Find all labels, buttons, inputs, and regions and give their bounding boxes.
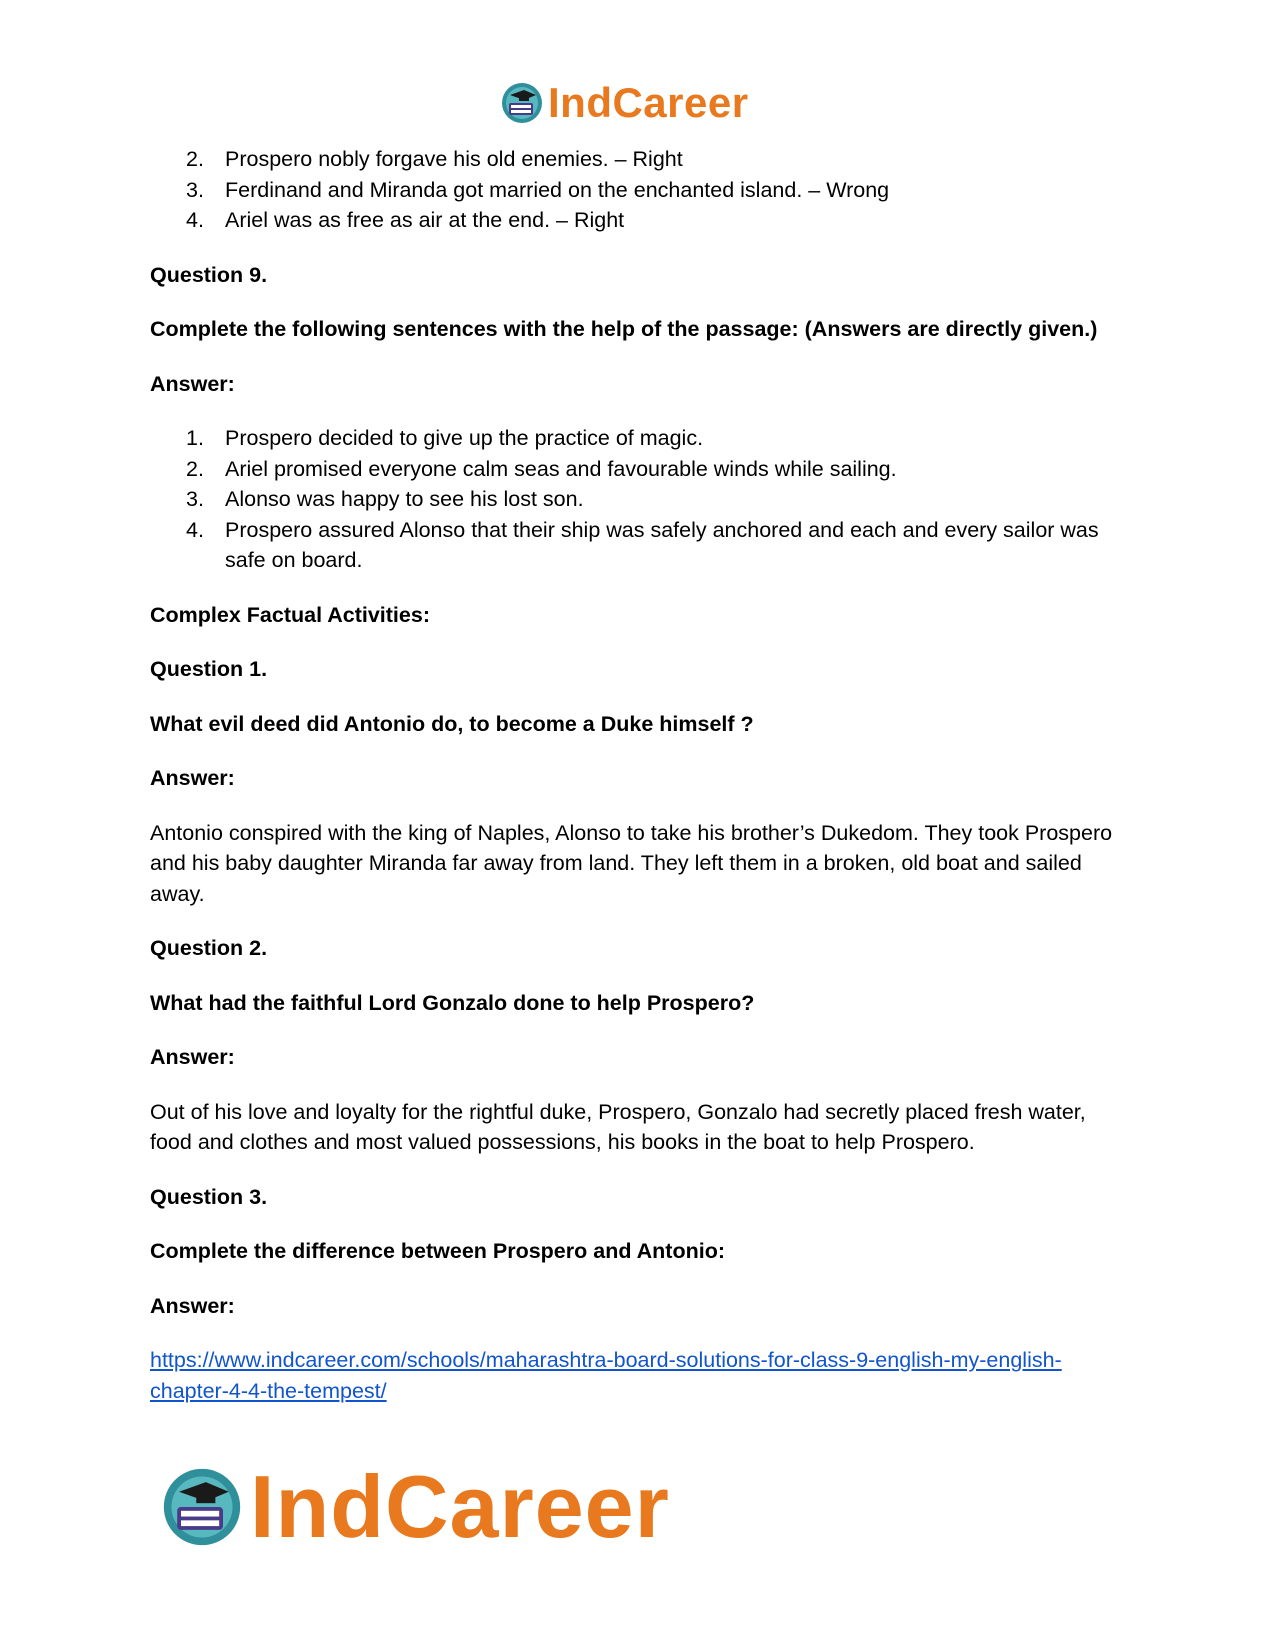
question-prompt: What evil deed did Antonio do, to become a Duke himself ? bbox=[150, 711, 754, 736]
true-false-list bbox=[150, 144, 1130, 236]
answer-list bbox=[150, 423, 1130, 576]
list-item: 2. Ariel promised everyone calm seas and favourable winds while sailing. bbox=[186, 456, 897, 481]
source-link[interactable]: https://www.indcareer.com/schools/maharashtra-board-solutions-for-class-9-english-my-english-chapter-4-4-the-tempest/ bbox=[150, 1348, 1062, 1403]
list-item: 3. Ferdinand and Miranda got married on the enchanted island. – Wrong bbox=[186, 177, 890, 202]
answer-label: Answer: bbox=[150, 1045, 235, 1069]
list-item: 1. Prospero decided to give up the practice of magic. bbox=[186, 426, 704, 450]
question-prompt: Complete the following sentences with the help of the passage: (Answers are directly given.) bbox=[150, 317, 1098, 341]
list-item: 3. Alonso was happy to see his lost son. bbox=[186, 487, 584, 511]
question-title: Question 2. bbox=[150, 936, 268, 960]
question-title: Question 3. bbox=[150, 1184, 268, 1209]
list-item: 2. Prospero nobly forgave his old enemies. – Right bbox=[186, 147, 683, 171]
footer-logo bbox=[160, 1457, 670, 1556]
brand-wordmark: IndCareer bbox=[548, 79, 749, 126]
question-prompt: What had the faithful Lord Gonzalo done to help Prospero? bbox=[150, 990, 755, 1015]
graduation-book-icon bbox=[500, 81, 544, 125]
question-title: Question 9. bbox=[150, 262, 268, 287]
answer-label: Answer: bbox=[150, 1293, 235, 1318]
answer-text: Out of his love and loyalty for the rightful duke, Prospero, Gonzalo had secretly placed fresh water, food and clothes and most valued possessions, his books in the boat to help Prospero. bbox=[150, 1099, 1086, 1154]
answer-label: Answer: bbox=[150, 766, 235, 790]
list-item: 4. Ariel was as free as air at the end. – Right bbox=[186, 208, 625, 232]
question-prompt: Complete the difference between Prospero and Antonio: bbox=[150, 1239, 725, 1263]
section-heading: Complex Factual Activities: bbox=[150, 602, 430, 627]
brand-wordmark: IndCareer bbox=[250, 1457, 670, 1556]
graduation-book-icon bbox=[160, 1465, 244, 1549]
answer-label: Answer: bbox=[150, 371, 235, 396]
answer-text: Antonio conspired with the king of Naples, Alonso to take his brother’s Dukedom. They took Prospero and his baby daughter Miranda far away from land. They left them in a broken, old boat and sailed away. bbox=[150, 820, 1113, 906]
list-item: 4. Prospero assured Alonso that their ship was safely anchored and each and every sailor was safe on board. bbox=[186, 517, 1099, 572]
document-body bbox=[150, 144, 1130, 1406]
question-title: Question 1. bbox=[150, 657, 268, 681]
footer-link-paragraph bbox=[150, 1345, 1130, 1406]
header-logo bbox=[500, 78, 749, 128]
